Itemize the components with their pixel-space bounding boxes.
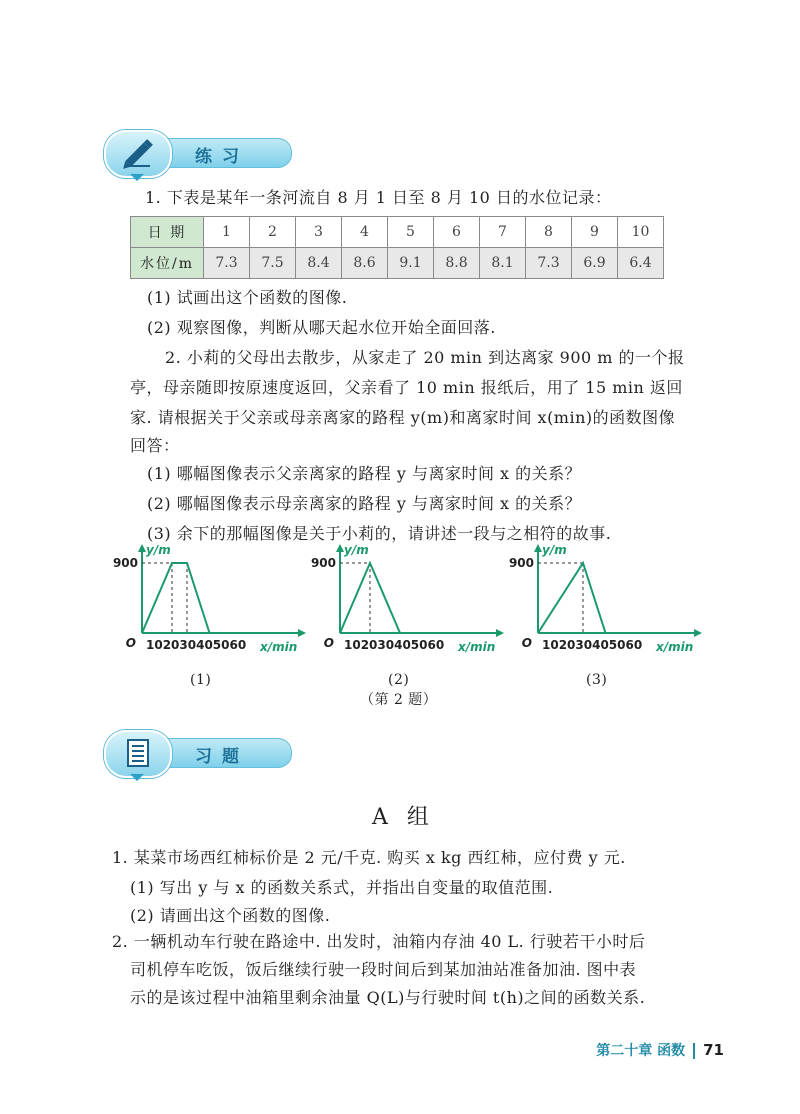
y-axis-label: y/m (542, 543, 567, 557)
table-row-head-level: 水位/m (131, 248, 204, 279)
y-axis-arrow (534, 544, 542, 552)
graph-caption-1: (1) (190, 672, 212, 688)
table-row-head-date: 日 期 (131, 217, 204, 248)
exercise-2-line2: 司机停车吃饭，饭后继续行驶一段时间后到某加油站准备加油. 图中表 (130, 960, 637, 979)
practice-q2-part2: (2) 哪幅图像表示母亲离家的路程 y 与离家时间 x 的关系？ (147, 494, 582, 513)
series-line (538, 563, 606, 633)
page-number: 71 (703, 1041, 724, 1059)
practice-q2-line4: 回答： (130, 436, 180, 455)
graph-2 (310, 540, 518, 690)
water-level-table (130, 216, 664, 279)
table-cell: 9 (572, 217, 618, 248)
practice-banner (100, 130, 300, 176)
table-cell: 1 (204, 217, 250, 248)
table-cell: 2 (250, 217, 296, 248)
practice-q1-part2: (2) 观察图像，判断从哪天起水位开始全面回落. (147, 318, 496, 337)
practice-q2-line2: 亭，母亲随即按原速度返回，父亲看了 10 min 报纸后，用了 15 min 返回 (130, 378, 683, 397)
table-cell: 8.1 (480, 248, 526, 279)
y-axis-label: y/m (146, 543, 171, 557)
table-cell: 5 (388, 217, 434, 248)
x-tick-labels: 102030405060 (542, 638, 643, 652)
series-line (142, 563, 210, 633)
table-cell: 4 (342, 217, 388, 248)
graph-svg (508, 540, 716, 690)
graph-group-caption: （第 2 题） (360, 692, 438, 708)
table-cell: 8.4 (296, 248, 342, 279)
x-tick-labels: 102030405060 (344, 638, 445, 652)
exercises-banner-label: 习题 (195, 747, 249, 767)
exercise-1-part2: (2) 请画出这个函数的图像. (130, 906, 331, 925)
exercise-2-line1: 2. 一辆机动车行驶在路途中. 出发时，油箱内存油 40 L. 行驶若干小时后 (112, 932, 646, 951)
graph-caption-2: (2) (388, 672, 410, 688)
table-cell: 7.3 (204, 248, 250, 279)
x-axis-arrow (298, 629, 306, 637)
practice-q2-line1: 2. 小莉的父母出去散步，从家走了 20 min 到达离家 900 m 的一个报 (165, 348, 685, 367)
x-axis-label: x/min (656, 640, 694, 654)
y-tick-label: 900 (310, 556, 336, 570)
group-title: A 组 (372, 805, 435, 830)
exercise-2-line3: 示的是该过程中油箱里剩余油量 Q(L)与行驶时间 t(h)之间的函数关系. (130, 988, 646, 1007)
table-cell: 6.4 (618, 248, 664, 279)
y-tick-label: 900 (508, 556, 534, 570)
table-cell: 10 (618, 217, 664, 248)
exercise-1: 1. 某菜市场西红柿标价是 2 元/千克. 购买 x kg 西红柿，应付费 y 元. (112, 848, 626, 867)
table-cell: 8.8 (434, 248, 480, 279)
table-cell: 7.5 (250, 248, 296, 279)
x-axis-label: x/min (260, 640, 298, 654)
exercises-banner (100, 730, 300, 776)
practice-q1-part1: (1) 试画出这个函数的图像. (147, 288, 348, 307)
graph-svg (310, 540, 518, 690)
practice-q2-part1: (1) 哪幅图像表示父亲离家的路程 y 与离家时间 x 的关系？ (147, 464, 582, 483)
table-cell: 7 (480, 217, 526, 248)
y-tick-label: 900 (112, 556, 138, 570)
x-axis-arrow (496, 629, 504, 637)
origin-label: O (125, 636, 136, 650)
table-cell: 8 (526, 217, 572, 248)
exercises-banner-arrow (130, 774, 144, 781)
origin-label: O (521, 636, 532, 650)
practice-banner-label: 练习 (195, 147, 249, 167)
series-line (340, 563, 400, 633)
practice-banner-arrow (130, 174, 144, 181)
practice-q1: 1. 下表是某年一条河流自 8 月 1 日至 8 月 10 日的水位记录： (145, 188, 612, 207)
practice-q2-line3: 家. 请根据关于父亲或母亲离家的路程 y(m)和离家时间 x(min)的函数图像 (130, 408, 676, 427)
x-axis-arrow (694, 629, 702, 637)
graph-caption-3: (3) (586, 672, 608, 688)
chapter-label: 第二十章 函数 (596, 1043, 686, 1059)
table-cell: 6.9 (572, 248, 618, 279)
x-tick-labels: 102030405060 (146, 638, 247, 652)
graph-svg (112, 540, 320, 690)
footer-divider (693, 1043, 695, 1059)
exercise-1-part1: (1) 写出 y 与 x 的函数关系式，并指出自变量的取值范围. (130, 878, 554, 897)
practice-q2-part3: (3) 余下的那幅图像是关于小莉的，请讲述一段与之相符的故事. (147, 524, 612, 543)
graph-3 (508, 540, 716, 690)
table-cell: 9.1 (388, 248, 434, 279)
origin-label: O (323, 636, 334, 650)
graph-1 (112, 540, 320, 690)
notebook-icon (104, 730, 172, 778)
table-cell: 6 (434, 217, 480, 248)
table-cell: 8.6 (342, 248, 388, 279)
y-axis-label: y/m (344, 543, 369, 557)
table-row (131, 217, 664, 248)
x-axis-label: x/min (458, 640, 496, 654)
pencil-icon (104, 130, 172, 178)
y-axis-arrow (138, 544, 146, 552)
table-cell: 3 (296, 217, 342, 248)
table-cell: 7.3 (526, 248, 572, 279)
page-footer (596, 1040, 724, 1060)
table-row (131, 248, 664, 279)
y-axis-arrow (336, 544, 344, 552)
